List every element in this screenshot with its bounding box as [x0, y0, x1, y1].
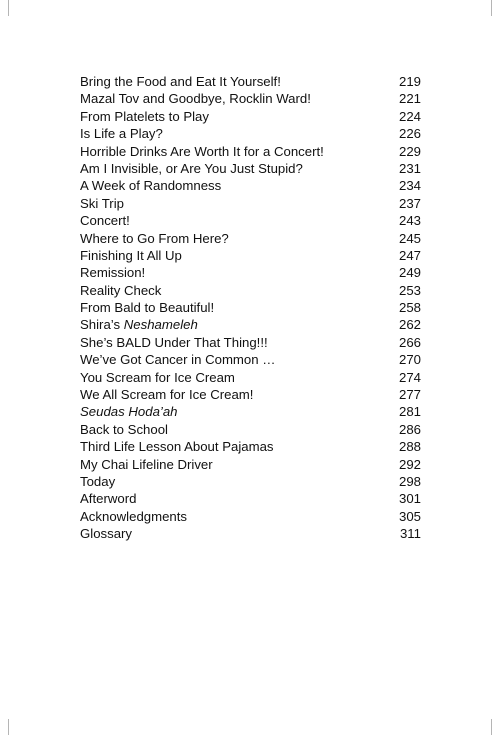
toc-entry — [80, 177, 421, 194]
toc-entry-page: 219 — [398, 74, 421, 89]
toc-entry — [80, 160, 421, 177]
toc-entry-title: Remission! — [80, 265, 146, 281]
toc-entry — [80, 386, 421, 403]
toc-entry-title: Acknowledgments — [80, 508, 188, 524]
toc-entry-title: Finishing It All Up — [80, 247, 182, 263]
crop-mark-top-left — [8, 0, 9, 16]
toc-entry-title: Horrible Drinks Are Worth It for a Concert! — [80, 143, 324, 159]
toc-entry-title: Reality Check — [80, 282, 162, 298]
toc-entry-title: Glossary — [80, 526, 133, 542]
toc-entry-page: 298 — [398, 473, 421, 489]
toc-entry-page: 301 — [398, 491, 421, 507]
toc-entry-page: 292 — [398, 456, 421, 472]
table-of-contents — [80, 73, 421, 543]
toc-entry-title: Afterword — [80, 491, 137, 507]
crop-mark-bottom-left — [8, 719, 9, 735]
toc-entry — [80, 421, 421, 438]
toc-entry-page: 237 — [398, 195, 421, 211]
toc-entry — [80, 438, 421, 455]
toc-entry — [80, 247, 421, 264]
toc-entry — [80, 403, 421, 420]
toc-entry — [80, 525, 421, 542]
toc-entry-page: 221 — [398, 91, 421, 107]
toc-entry-title: Bring the Food and Eat It Yourself! — [80, 74, 281, 89]
toc-entry-page: 305 — [398, 508, 421, 524]
toc-entry-page: 247 — [398, 247, 421, 263]
toc-entry-title: Back to School — [80, 421, 168, 437]
toc-entry-title: You Scream for Ice Cream — [80, 369, 235, 385]
toc-entry-title: From Bald to Beautiful! — [80, 300, 215, 316]
toc-entry-page: 245 — [398, 230, 421, 246]
toc-entry-page: 281 — [398, 404, 421, 420]
toc-entry-title: A Week of Randomness — [80, 178, 222, 194]
toc-entry-title: Where to Go From Here? — [80, 230, 229, 246]
toc-entry-title: Is Life a Play? — [80, 126, 163, 142]
toc-entry-title: From Platelets to Play — [80, 108, 209, 124]
toc-entry-page: 266 — [398, 334, 421, 350]
toc-entry — [80, 369, 421, 386]
toc-entry — [80, 456, 421, 473]
toc-entry-title: Today — [80, 473, 116, 489]
toc-entry — [80, 299, 421, 316]
toc-entry-title: Third Life Lesson About Pajamas — [80, 439, 274, 455]
toc-entry-page: 249 — [398, 265, 421, 281]
toc-entry — [80, 351, 421, 368]
toc-entry-title: Shira’s Neshameleh — [80, 317, 198, 333]
toc-entry — [80, 212, 421, 229]
toc-entry — [80, 490, 421, 507]
toc-entry-title: Ski Trip — [80, 195, 124, 211]
toc-entry — [80, 125, 421, 142]
crop-mark-top-right — [491, 0, 492, 16]
toc-entry-page: 286 — [398, 421, 421, 437]
toc-entry-page: 226 — [398, 126, 421, 142]
toc-entry — [80, 90, 421, 107]
toc-entry — [80, 264, 421, 281]
toc-entry — [80, 73, 421, 90]
toc-entry — [80, 334, 421, 351]
toc-entry-page: 243 — [398, 213, 421, 229]
toc-entry-page: 311 — [399, 526, 421, 542]
toc-entry-page: 277 — [398, 387, 421, 403]
toc-entry-page: 274 — [398, 369, 421, 385]
toc-entry — [80, 316, 421, 333]
toc-entry — [80, 282, 421, 299]
toc-entry — [80, 473, 421, 490]
toc-entry — [80, 230, 421, 247]
toc-entry-title: We’ve Got Cancer in Common … — [80, 352, 276, 368]
toc-entry-page: 229 — [398, 143, 421, 159]
toc-entry-title: She’s BALD Under That Thing!!! — [80, 334, 268, 350]
toc-entry-page: 231 — [398, 160, 421, 176]
toc-entry — [80, 143, 421, 160]
toc-entry-page: 224 — [398, 108, 421, 124]
toc-entry-page: 258 — [398, 300, 421, 316]
toc-entry-page: 234 — [398, 178, 421, 194]
toc-entry — [80, 508, 421, 525]
toc-entry-page: 288 — [398, 439, 421, 455]
toc-entry-page: 262 — [398, 317, 421, 333]
toc-entry-title: Mazal Tov and Goodbye, Rocklin Ward! — [80, 91, 311, 107]
toc-entry-title: Am I Invisible, or Are You Just Stupid? — [80, 160, 303, 176]
toc-entry-title: Seudas Hoda’ah — [80, 404, 178, 420]
toc-entry-page: 253 — [398, 282, 421, 298]
toc-entry-page: 270 — [398, 352, 421, 368]
crop-mark-bottom-right — [491, 719, 492, 735]
toc-entry-title: Concert! — [80, 213, 130, 229]
toc-entry-title: My Chai Lifeline Driver — [80, 456, 213, 472]
toc-entry — [80, 108, 421, 125]
toc-entry-title: We All Scream for Ice Cream! — [80, 387, 254, 403]
toc-entry — [80, 195, 421, 212]
